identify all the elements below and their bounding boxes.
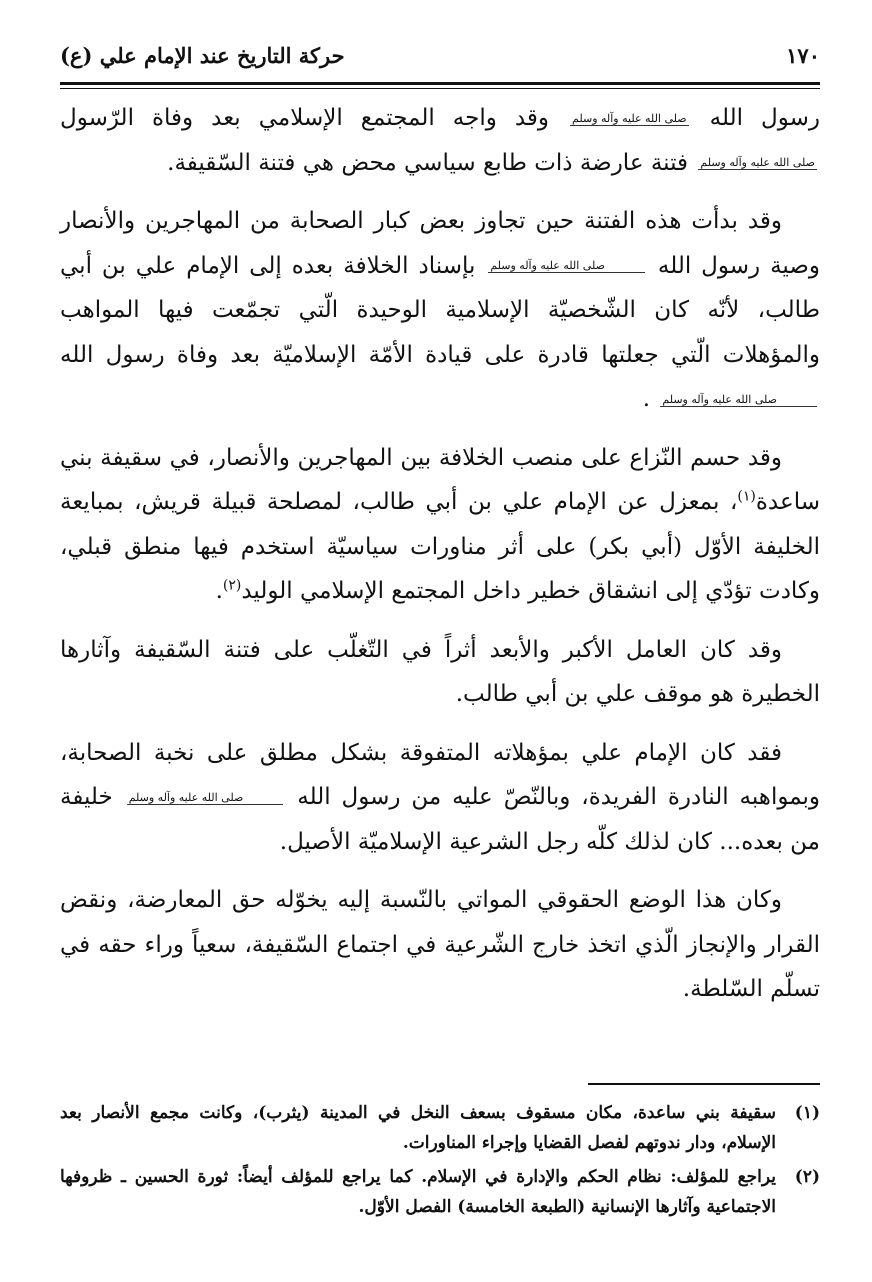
p1-text-c: فتنة عارضة ذات طابع سياسي محض هي فتنة السّقيفة. [167, 149, 689, 176]
p1-text-b: وقد واجه المجتمع الإسلامي بعد وفاة الرّسول [60, 105, 549, 131]
footnote-2 [60, 1162, 820, 1222]
p3-text-b: ، بمعزل عن الإمام علي بن أبي طالب، لمصلحة قبيلة قريش، بمبايعة الخليفة الأوّل (أبي بكر) على أثر مناورات سياسيّة استخدم فيها منطق قبلي، وكادت تؤدّي إلى انشقاق خطير داخل المجتمع الإسلامي الوليد [60, 489, 820, 604]
p2-text-b: بإسناد الخلافة بعده إلى الإمام علي بن أبي طالب، لأنّه كان الشّخصيّة الإسلامية الوحيدة الّتي تجمّعت فيها المواهب والمؤهلات الّتي جعلتها قادرة على قيادة الأمّة الإسلاميّة بعد وفاة رسول الله [60, 252, 820, 368]
footnote-ref-2[interactable]: (٢) [222, 577, 242, 594]
footnote-text: يراجع للمؤلف: نظام الحكم والإدارة في الإسلام. كما يراجع للمؤلف أيضاً: ثورة الحسين ـ ظروفها الاجتماعية وآثارها الإنسانية (الطبعة الخامسة) الفصل الأوّل. [60, 1167, 776, 1217]
footnote-separator [588, 1083, 820, 1085]
p2-text-a: وقد بدأت هذه الفتنة حين تجاوز بعض كبار الصحابة من المهاجرين والأنصار وصية رسول الله [60, 208, 820, 279]
footnotes [60, 1098, 820, 1226]
p5-text-a: فقد كان الإمام علي بمؤهلاته المتفوقة بشكل مطلق على نخبة الصحابة، وبمواهبه النادرة الفريدة، وبالنّصّ عليه من رسول الله [60, 739, 821, 810]
page-header [60, 28, 820, 74]
page-number: ١٧٠ [786, 43, 820, 68]
salawat-glyph: صلى الله عليه وآله وسلم [488, 260, 645, 273]
p2-text-c: . [642, 386, 651, 412]
paragraph-1 [60, 96, 820, 185]
paragraph-4: وقد كان العامل الأكبر والأبعد أثراً في التّغلّب على فتنة السّقيفة وآثارها الخطيرة هو موقف علي بن أبي طالب. [60, 636, 820, 707]
paragraph-2 [60, 199, 820, 422]
salawat-glyph: صلى الله عليه وآله وسلم [660, 394, 817, 407]
footnote-1 [60, 1098, 820, 1158]
p5-text-b: خليفة من بعده... كان لذلك كلّه رجل الشرعية الإسلاميّة الأصيل. [60, 784, 820, 855]
p1-text-a: رسول الله [709, 105, 820, 131]
footnote-ref-1[interactable]: (١) [737, 488, 756, 505]
footnote-text: سقيفة بني ساعدة، مكان مسقوف بسعف النخل في المدينة (يثرب)، وكانت مجمع الأنصار بعد الإسلام، ودار ندوتهم لفصل القضايا وإجراء المناورات. [60, 1103, 776, 1153]
header-rule-thin [60, 88, 820, 89]
book-page [60, 0, 820, 1282]
paragraph-3 [60, 436, 820, 614]
p3-text-c: . [215, 578, 223, 604]
p3-text-a: وقد حسم النّزاع على منصب الخلافة بين المهاجرين والأنصار، في سقيفة بني ساعدة [60, 444, 820, 515]
paragraph-5 [60, 731, 820, 865]
footnote-number: (٢) [794, 1167, 820, 1187]
salawat-glyph: صلى الله عليه وآله وسلم [572, 111, 687, 125]
salawat-glyph: صلى الله عليه وآله وسلم [700, 156, 815, 169]
paragraph-6: وكان هذا الوضع الحقوقي المواتي بالنّسبة إليه يخوّله حق المعارضة، ونقض القرار والإنجاز الّذي اتخذ خارج الشّرعية في اجتماع السّقيفة، سعياً وراء حقه في تسلّم السّلطة. [60, 887, 820, 1002]
salawat-glyph: صلى الله عليه وآله وسلم [127, 792, 284, 805]
main-text [60, 96, 820, 1026]
running-title: حركة التاريخ عند الإمام علي (ع) [60, 43, 345, 68]
header-rule [60, 82, 820, 85]
footnote-number: (١) [794, 1103, 820, 1123]
